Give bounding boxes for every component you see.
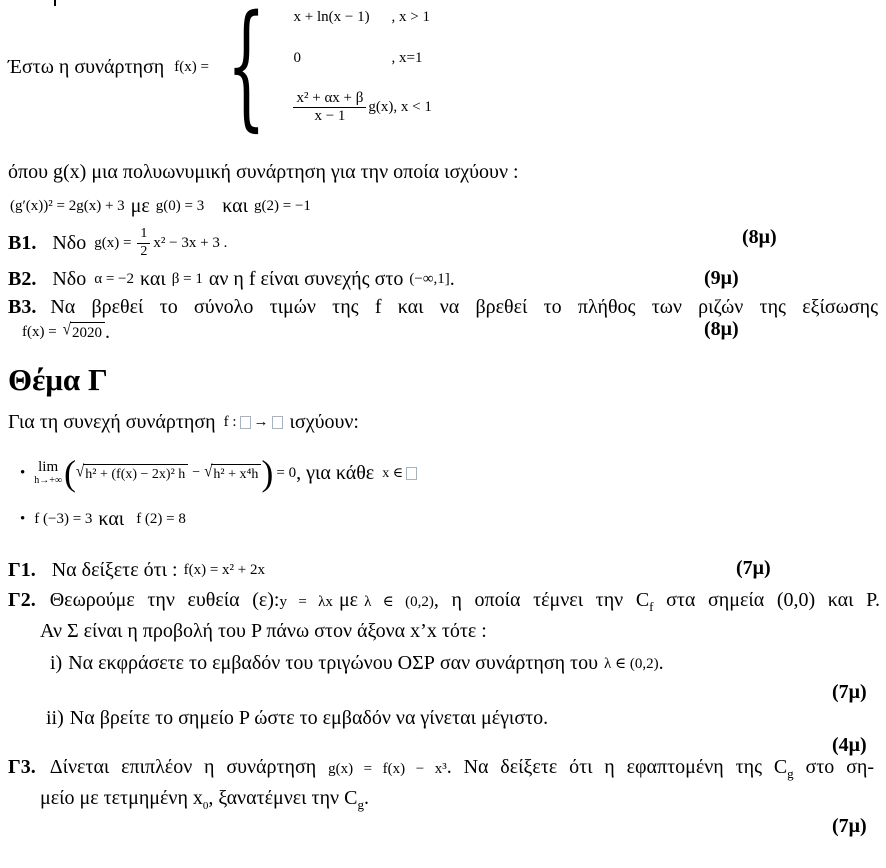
cg-base: C xyxy=(773,756,788,778)
b1-ndo: Νδο xyxy=(52,231,87,254)
fraction-numerator: x² + αx + β xyxy=(296,89,364,106)
equals-zero: = 0 xyxy=(276,464,297,481)
bullet-icon: • xyxy=(20,464,26,481)
c2-ii-text: Να βρείτε το σημείο P ώστε το εμβαδόν να γίνεται μέγιστο. xyxy=(69,706,549,729)
c1-points: (7μ) xyxy=(736,557,771,579)
g0-value: g(0) = 3 xyxy=(155,197,205,214)
c2-i-period: . xyxy=(658,651,664,674)
question-c3-line1 xyxy=(8,755,874,780)
case-row-1 xyxy=(293,9,431,26)
radical-sign: √ xyxy=(76,462,85,481)
b2-period: . xyxy=(449,267,455,290)
cf-base: C xyxy=(635,589,650,611)
b1-frac-num: 1 xyxy=(140,225,148,241)
reals-box-glyph xyxy=(406,467,417,480)
theme-intro-text-b: ισχύουν: xyxy=(289,410,359,433)
c2-ii-label: ii) xyxy=(46,706,64,729)
b3-text: Να βρεθεί το σύνολο τιμών της f και να βρεθεί το πλήθος των ριζών της εξίσωσης xyxy=(50,296,878,318)
gx-conditions-line xyxy=(10,193,311,219)
radical-1 xyxy=(76,464,188,483)
b2-label: B2. xyxy=(8,267,37,290)
piecewise-definition-line xyxy=(8,0,432,146)
question-c2-line1 xyxy=(8,588,880,613)
c2-i-points: (7μ) xyxy=(832,681,867,703)
limit-stack xyxy=(34,460,62,486)
c3-line2-text-a: μείο με τετμημένη x xyxy=(40,787,203,809)
case-1-expression: x + ln(x − 1) xyxy=(293,9,370,25)
x0-subscript: 0 xyxy=(202,800,209,812)
intro-lead-text: Έστω η συνάρτηση xyxy=(8,55,165,78)
radical-sign: √ xyxy=(62,320,71,339)
word-me: με xyxy=(130,194,150,217)
case-3-expression xyxy=(293,91,393,126)
b2-word-kai: και xyxy=(140,267,166,290)
b3-points: (8μ) xyxy=(704,318,739,340)
theme-c-heading: Θέμα Γ xyxy=(8,362,108,397)
g-derivative-equation: (g′(x))² = 2g(x) + 3 xyxy=(10,197,125,214)
arrow-glyph: → xyxy=(253,413,269,430)
c3-points: (7μ) xyxy=(832,815,867,837)
cg-subscript: g xyxy=(357,797,364,812)
c2-i-label: i) xyxy=(50,651,63,674)
cf-subscript: f xyxy=(649,599,654,614)
fraction-denominator: x − 1 xyxy=(293,107,366,125)
b2-points: (9μ) xyxy=(704,267,739,289)
for-every-text: , για κάθε xyxy=(296,461,375,484)
b2-text: αν η f είναι συνεχής στο xyxy=(208,267,404,290)
f-minus3-value: f (−3) = 3 xyxy=(34,510,93,527)
cg-subscript: g xyxy=(787,766,794,781)
b1-frac-den: 2 xyxy=(137,243,150,260)
b1-points: (8μ) xyxy=(742,226,777,248)
b2-alpha-value: α = −2 xyxy=(94,270,134,287)
c2-text-2: , η οποία τέμνει την xyxy=(433,589,636,611)
c2-word-me: με xyxy=(338,589,359,611)
c3-line2-text-b: , ξανατέμνει την xyxy=(208,787,345,809)
case-2-condition: , x=1 xyxy=(391,49,423,66)
c2-lambda-range: λ ∈ (0,2) xyxy=(364,594,434,610)
b3-label: B3. xyxy=(8,296,37,318)
case-3-fraction xyxy=(293,91,366,126)
b1-polynomial: x² − 3x + 3 . xyxy=(153,234,228,251)
fx-equals: f(x) = xyxy=(174,58,209,75)
piecewise-brace: { xyxy=(226,0,266,146)
c2-ii-points: (4μ) xyxy=(832,734,867,756)
reals-box-glyph xyxy=(240,416,251,429)
hypothesis-bullet-values xyxy=(20,506,186,532)
case-2-expression: 0 xyxy=(293,49,301,66)
case-row-2 xyxy=(293,50,431,67)
radical-sign: √ xyxy=(204,462,213,481)
b2-beta-value: β = 1 xyxy=(171,270,203,287)
b3-period: . xyxy=(104,320,110,343)
c2-i-math: λ ∈ (0,2) xyxy=(604,655,659,672)
radicand-2: h² + x⁴h xyxy=(211,464,261,483)
case-1-condition: , x > 1 xyxy=(391,9,430,25)
bullet-icon: • xyxy=(20,510,26,527)
c1-formula: f(x) = x² + 2x xyxy=(183,561,265,578)
c1-text: Να δείξετε ότι : xyxy=(51,558,178,581)
radical-2 xyxy=(204,464,261,483)
question-b3-line1 xyxy=(8,295,878,320)
f-maps: f : xyxy=(223,413,237,430)
limit-subscript: h→+∞ xyxy=(34,474,63,486)
b2-ndo: Νδο xyxy=(52,267,87,290)
c2-i-text: Να εκφράσετε το εμβαδόν του τριγώνου ΟΣΡ σαν συνάρτηση του xyxy=(68,651,598,674)
c2-text-1: Θεωρούμε την ευθεία (ε): xyxy=(49,589,280,611)
cg-base: C xyxy=(344,787,358,809)
case-3-condition: , x < 1 xyxy=(393,99,432,116)
c2-label: Γ2. xyxy=(8,589,36,611)
f-2-value: f (2) = 8 xyxy=(136,510,186,527)
c1-label: Γ1. xyxy=(8,558,36,581)
case-3-gx: g(x) xyxy=(368,99,394,116)
b3-radicand: 2020 xyxy=(70,322,105,342)
c3-line2-period: . xyxy=(363,787,369,809)
question-b2 xyxy=(8,266,455,292)
question-b3-line2 xyxy=(22,320,110,344)
b1-label: B1. xyxy=(8,231,37,254)
gx-description-line: όπου g(x) μια πολυωνυμική συνάρτηση για την οποία ισχύουν : xyxy=(8,161,519,183)
theme-c-intro-line xyxy=(8,409,359,435)
question-c2-ii xyxy=(46,705,548,731)
piecewise-cases xyxy=(293,7,431,127)
question-c1 xyxy=(8,557,265,583)
g2-value: g(2) = −1 xyxy=(254,197,311,214)
minus-sign: − xyxy=(192,465,201,480)
c3-text-3: στο ση- xyxy=(793,756,875,778)
radicand-1: h² + (f(x) − 2x)² h xyxy=(83,464,188,483)
c2-text-3: στα σημεία (0,0) και P. xyxy=(653,589,881,611)
c3-text-2: . Να δείξετε ότι η εφαπτομένη της xyxy=(446,756,774,778)
b2-interval: (−∞,1] xyxy=(409,270,450,287)
question-b1 xyxy=(8,220,227,266)
reals-box-glyph xyxy=(272,416,283,429)
question-c2-i xyxy=(50,650,664,676)
b3-fx-equals: f(x) = xyxy=(22,323,57,340)
limit-word: lim xyxy=(38,458,59,475)
c3-gx-formula: g(x) = f(x) − x³ xyxy=(328,761,447,777)
word-kai: και xyxy=(222,194,249,217)
b1-gx-equals: g(x) = xyxy=(94,234,132,251)
hypothesis-bullet-limit: • lim h→+∞ ( √ h² + (f(x) − 2x)² h − √ h² + x⁴h ) = 0 , για κάθε x ∈ xyxy=(20,448,420,498)
case-row-3 xyxy=(293,91,431,126)
b3-radical xyxy=(63,322,105,342)
c3-text-1: Δίνεται επιπλέον η συνάρτηση xyxy=(49,756,317,778)
c3-label: Γ3. xyxy=(8,756,36,778)
c2-line-equation: y = λx xyxy=(279,594,333,610)
word-kai: και xyxy=(98,507,125,530)
b1-fraction xyxy=(137,227,150,259)
question-c3-line2 xyxy=(40,787,369,810)
question-c2-line2: Αν Σ είναι η προβολή του P πάνω στον άξονα x’x τότε : xyxy=(40,620,487,642)
x-in: x ∈ xyxy=(382,465,404,481)
theme-intro-text-a: Για τη συνεχή συνάρτηση xyxy=(8,410,216,433)
